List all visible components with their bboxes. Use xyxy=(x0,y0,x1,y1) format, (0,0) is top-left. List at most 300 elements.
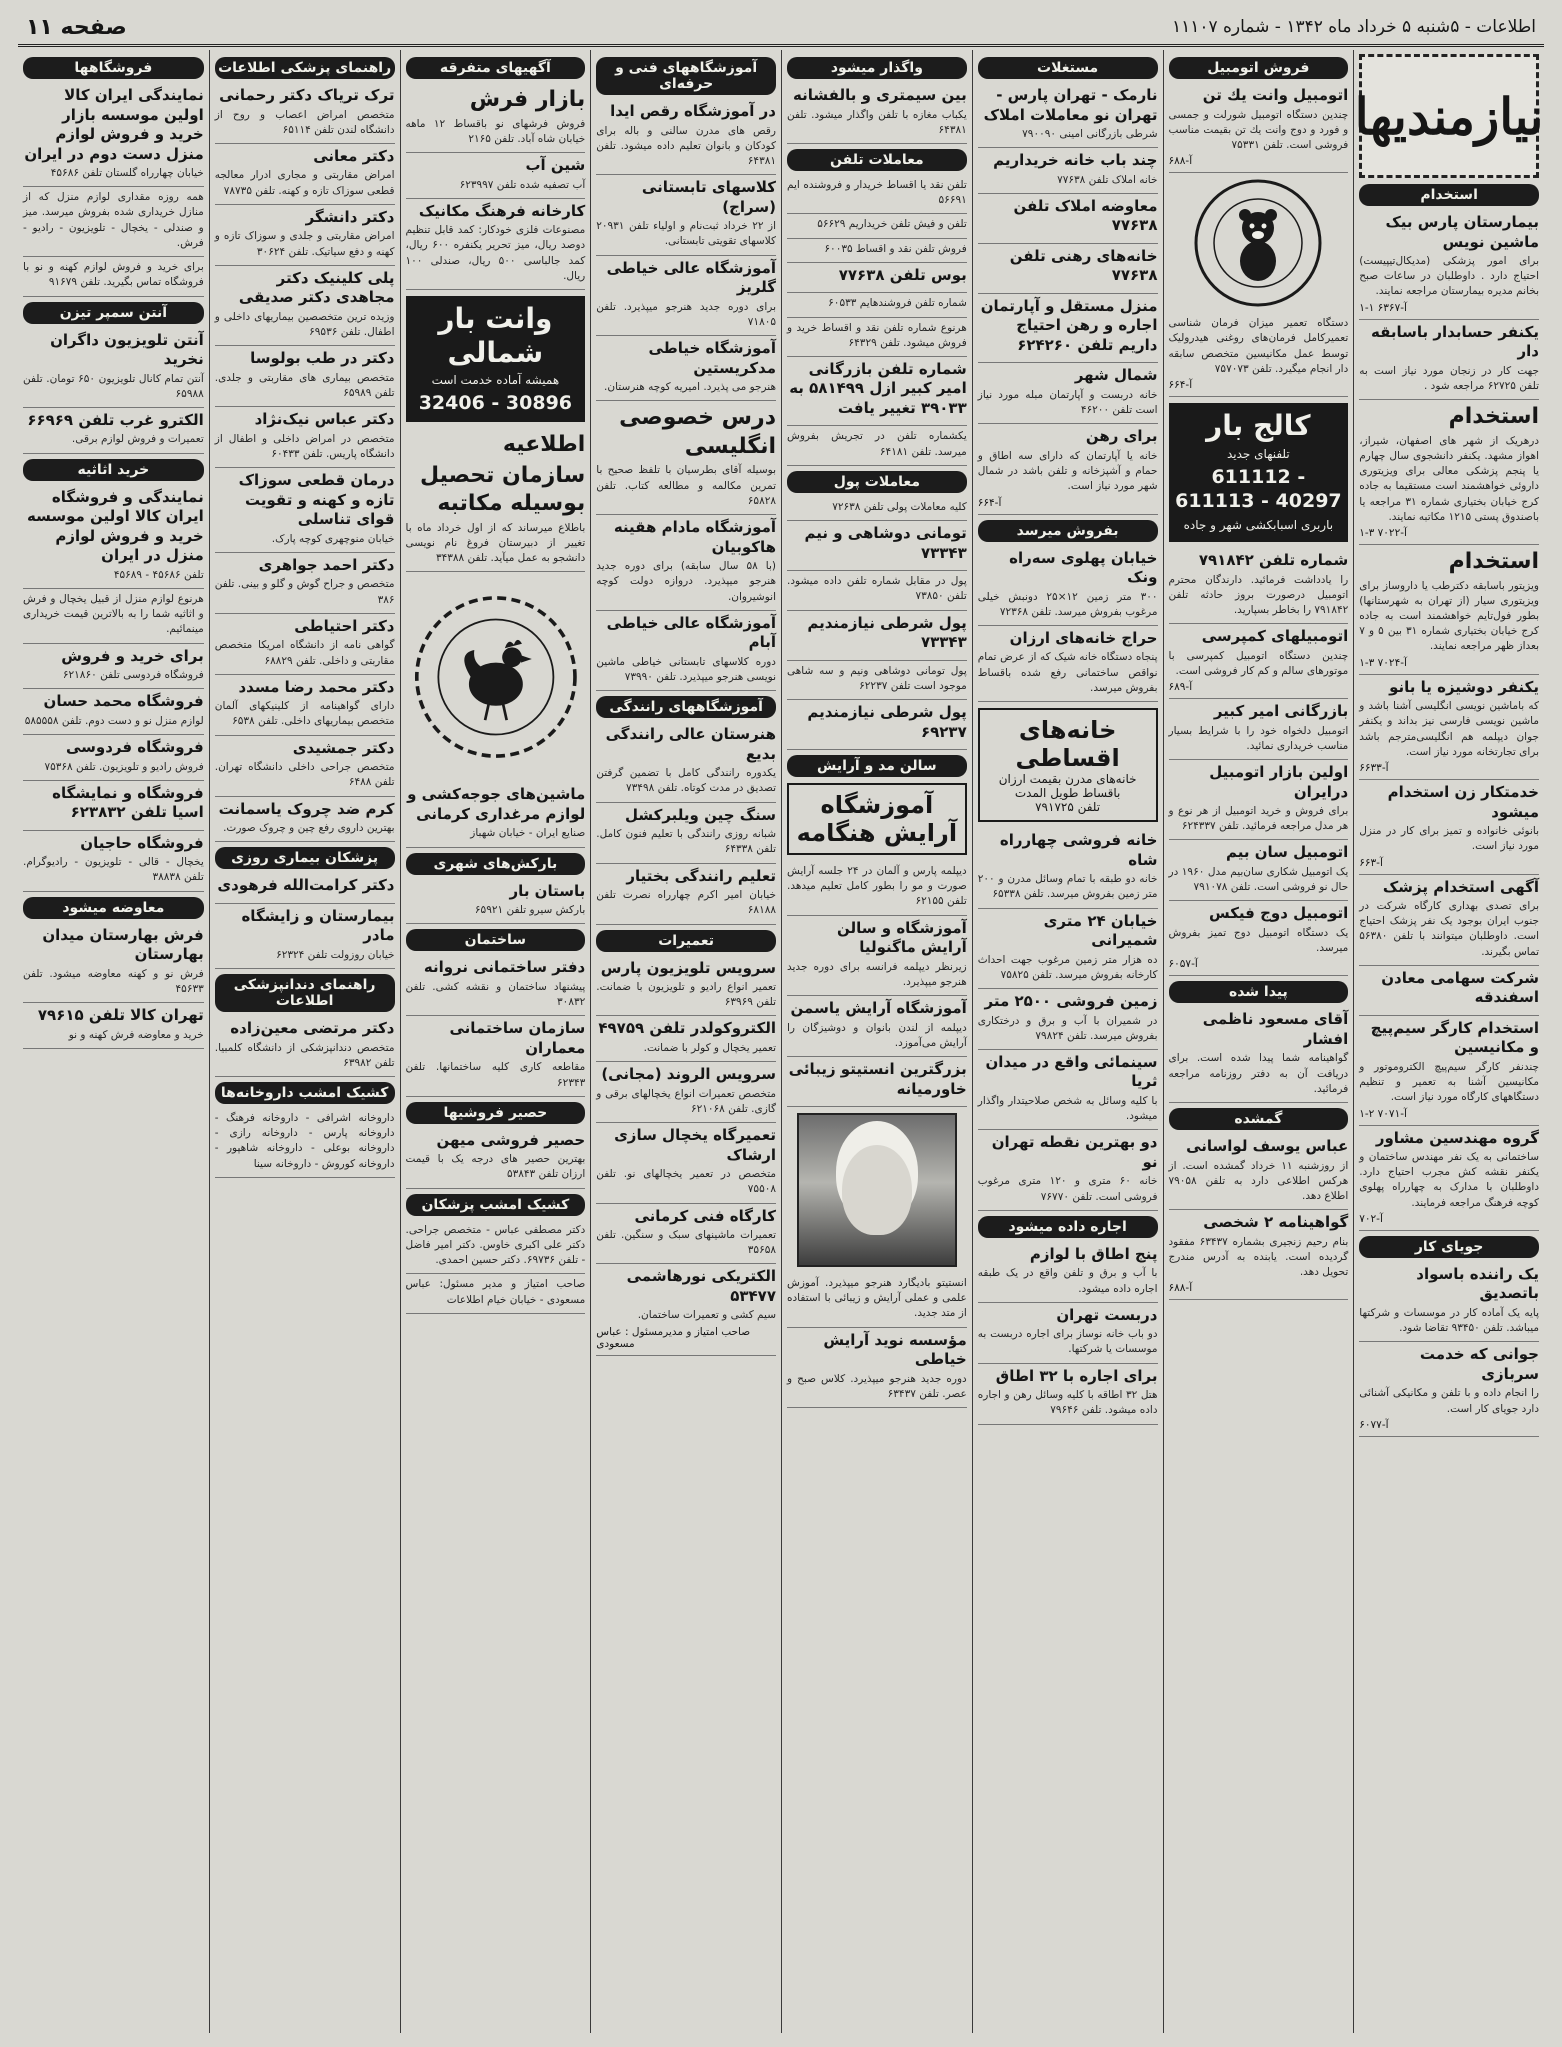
ad-body: خیابان امیر اکرم چهارراه نصرت تلفن ۶۸۱۸۸ xyxy=(596,889,776,917)
ad xyxy=(23,735,204,781)
ad-title: استخدام کارگر سیم‌پیچ و مکانیسین xyxy=(1370,1018,1539,1057)
ad xyxy=(787,861,967,916)
ad-body: با کلیه وسائل به شخص صلاحیتدار واگذار میشود. xyxy=(977,1094,1158,1123)
category-header: ساختمان xyxy=(406,929,586,951)
ad-title: آموزشگاه عالی خیاطی گلریز xyxy=(606,258,776,297)
ad-body: پول در مقابل شماره تلفن داده میشود. تلفن ۷۳۸۵۰ xyxy=(787,575,967,603)
ad-title: زمین فروشی ۲۵۰۰ متر xyxy=(984,992,1158,1010)
ad xyxy=(1359,966,1539,1016)
ad xyxy=(215,614,395,675)
ad-body: خرید و معاوضه فرش کهنه و نو xyxy=(68,1028,204,1041)
ad xyxy=(596,256,776,336)
ad-ref: آ-۶۸۹ xyxy=(1168,681,1193,694)
column-car-sales xyxy=(1163,50,1354,2033)
ad xyxy=(787,1328,967,1408)
ad xyxy=(978,148,1158,194)
ad xyxy=(978,909,1158,989)
ad xyxy=(596,803,776,864)
ad-title: پول شرطی نیازمندیم ۷۳۳۴۳ xyxy=(807,613,967,652)
ad-title: آموزشگاه عالی خیاطی آبام xyxy=(606,613,776,652)
ad xyxy=(1359,780,1539,874)
ad xyxy=(23,644,204,690)
ad-title: درمان قطعی سوزاک تازه و کهنه و تقویت قوای تناسلی xyxy=(238,471,395,529)
ad-footer: صاحب امتیاز و مدیرمسئول : عباس مسعودی xyxy=(596,1325,751,1350)
ad xyxy=(787,239,967,263)
ad xyxy=(596,956,776,1017)
ad xyxy=(787,83,967,144)
display-ad-footer: باربری اسبابکشی شهر و جاده xyxy=(1183,518,1334,532)
display-ad-title: وانت بار شمالی xyxy=(438,302,553,369)
category-header: حصیر فروشیها xyxy=(406,1102,586,1124)
ad xyxy=(1359,875,1539,966)
ad-body: همه روزه مقداری لوازم منزل که از منازل خریداری شده بفروش میرسد. میز و صندلی - یخچال - تلویزیون - رادیو - فرش. xyxy=(23,191,204,249)
ad-body: شبانه روزی رانندگی با تعلیم فنون کامل. تلفن ۶۴۳۳۸ xyxy=(596,828,776,856)
ad xyxy=(596,1204,776,1265)
ad-body: فروش تلفن نقد و اقساط ۶۰۰۳۵ xyxy=(824,242,967,255)
ad-body: امراض مقاربتی و جلدی و سوزاک تازه و کهنه و دفع سیاتیک. تلفن ۳۰۶۲۴ xyxy=(214,230,395,258)
ad xyxy=(978,1130,1158,1210)
category-header: بارکش‌های شهری xyxy=(406,853,586,875)
ad xyxy=(978,244,1158,294)
ad xyxy=(23,187,204,257)
category-header: آموزشگاههای رانندگی xyxy=(596,696,776,718)
ad-title: خانه‌های رهنی تلفن ۷۷۶۳۸ xyxy=(1009,246,1158,285)
ad-title: اطلاعیه xyxy=(502,432,586,457)
ad xyxy=(787,571,967,610)
incubator-crest xyxy=(406,572,586,782)
ad xyxy=(787,318,967,357)
ad-title: باستان بار xyxy=(509,881,586,900)
ad-title: دو بهترین نقطه تهران نو xyxy=(991,1133,1158,1171)
ad xyxy=(215,468,395,553)
ad-title: آگهی استخدام پزشک xyxy=(1382,877,1539,896)
ad xyxy=(787,1273,967,1328)
ad-title: شمال شهر xyxy=(1074,366,1158,385)
ad-title: فروشگاه محمد حسان xyxy=(43,692,204,711)
ad xyxy=(215,675,395,736)
ad-title: خدمتکار زن استخدام میشود xyxy=(1387,783,1539,821)
ad xyxy=(596,722,776,802)
category-header: آگهیهای متفرقه xyxy=(406,57,586,79)
ad xyxy=(978,989,1158,1050)
ad xyxy=(406,1016,586,1096)
ad-ref: آ-۷۰۲ xyxy=(1359,1212,1383,1225)
ad-body: دیپلمه از لندن بانوان و دوشیزگان را آرایش می‌آموزد. xyxy=(787,1021,967,1049)
ad-body: رقص های مدرن سالنی و باله برای کودکان و بانوان تعلیم داده میشود. تلفن ۶۴۳۸۱ xyxy=(596,124,776,167)
ad xyxy=(596,1264,776,1355)
ad-body: تلفن نقد یا اقساط خریدار و فروشنده ایم ۵۶۶۹۱ xyxy=(787,178,967,207)
category-header: کشیک امشب پزشکان xyxy=(406,1194,586,1216)
ad-body: تلفن و فیش تلفن خریداریم ۵۶۶۲۹ xyxy=(817,218,967,231)
ad-title: دکتر احتیاطی xyxy=(294,616,395,635)
ad-body: انستیتو بادیگارد هنرجو میپذیرد. آموزش علمی و عملی آرایش و زیبائی با استفاده از متد جدید. xyxy=(787,1277,967,1320)
ad-body: خیابان چهارراه گلستان تلفن ۴۵۶۸۶ xyxy=(50,167,204,179)
ad-body: برای امور پزشکی (مدیکال‌تیپیست) احتیاج دارد . داوطلبان در ساعات صبح بخانم مدیره بیمارستان مراجعه نمایند. xyxy=(1359,255,1539,298)
category-header: آنتن سمپر تیزن xyxy=(23,302,204,324)
ad xyxy=(23,689,204,735)
ad xyxy=(978,294,1158,364)
ad-body: چندین دستگاه اتومبیل کمپرسی با موتور‌های سالم و کم کار فروشی است. xyxy=(1168,649,1349,677)
ad-body: صنایع ایران - خیابان شهباز xyxy=(470,827,586,840)
ad-body: مصنوعات فلزی خودکار: کمد قابل تنظیم دوصد ریال، میز تحریر یکنفره ۶۰۰ ریال، کمد جالباسی ۵۰۰ ریال، صندلی ۱۰۰ ریال. xyxy=(405,224,586,282)
ad xyxy=(596,336,776,401)
ad-title: یکنفر دوشیزه یا بانو xyxy=(1389,677,1539,696)
ad-ref: ۱-۱ آ-۶۳۶۷ xyxy=(1359,301,1407,314)
ad-body: تعمیرات و فروش لوازم برقی. xyxy=(71,433,204,446)
ad-body: در شمیران با آب و برق و درختکاری بفروش میرسد. تلفن ۷۹۸۲۴ xyxy=(977,1014,1158,1042)
ad xyxy=(787,175,967,214)
ad-title: فروشگاه و نمایشگاه اسیا تلفن ۶۲۳۸۳۲ xyxy=(52,783,204,822)
ad-title: شرکت سهامی معادن اسفندقه xyxy=(1381,968,1539,1007)
portrait-face xyxy=(842,1145,912,1235)
ad-title: نمایندگی ایران کالا اولین موسسه بازار خرید و فروش لوازم منزل دست دوم در ایران xyxy=(24,86,204,163)
ad-title: در آموزشگاه رقص ایدا xyxy=(610,102,776,120)
ad-title: سرویس الروند (مجانی) xyxy=(601,1065,776,1084)
ad-body: چندین دستگاه اتومبیل شورلت و جمسی و فورد و دوج وانت یك تن بقیمت مناسب فروشی است. تلفن ۷۵۳۳۱ xyxy=(1168,108,1349,151)
category-header: راهنمای پزشکی اطلاعات xyxy=(215,57,395,79)
ad xyxy=(787,996,967,1057)
ad xyxy=(596,515,776,611)
ad xyxy=(215,1108,395,1178)
ad-body: ۳۰۰ متر زمین ۱۲×۲۵ دونبش خیلی مرغوب بفروش میرسد. تلفن ۷۲۳۶۸ xyxy=(977,590,1158,618)
ad-body: جهت کار در زنجان مورد نیاز است به تلفن ۶۲۷۲۵ مراجعه شود . xyxy=(1359,364,1539,392)
ad xyxy=(978,828,1158,908)
ad xyxy=(23,485,204,589)
ad-title: اتومبیل وانت یك تن xyxy=(1202,86,1349,104)
ad xyxy=(23,328,204,408)
ad-body: دو باب خانه نوساز برای اجاره دربست به موسسات یا شرکتها. xyxy=(977,1328,1158,1356)
display-ad-installment-houses xyxy=(978,708,1158,822)
ad xyxy=(596,864,776,925)
ad xyxy=(23,923,204,1003)
category-header: معاملات پول xyxy=(787,471,967,493)
column-medical xyxy=(209,50,400,2033)
ad-title: دکتر مرتضی معین‌زاده xyxy=(230,1019,395,1038)
ad xyxy=(978,363,1158,424)
ad-body: بهترین حصیر های درجه یک با قیمت ارزان تلفن ۵۳۸۴۳ xyxy=(405,1153,586,1181)
ad-title: دکتر جمشیدی xyxy=(292,738,395,757)
ad-body: پول تومانی دوشاهی ونیم و سه شاهی موجود است تلفن ۶۲۲۳۷ xyxy=(787,664,967,692)
ad-body: متخصص امراض اعصاب و روح از دانشگاه لندن تلفن ۶۵۱۱۴ xyxy=(214,108,395,136)
category-header: پیدا شده xyxy=(1169,981,1349,1003)
ad-body: را یادداشت فرمائید. دارندگان محترم اتومبیل درصورت بروز حادثه تلفن ۷۹۱۸۴۲ را بخاطر بسپارید. xyxy=(1168,573,1349,616)
ad-title: فروشگاه فردوسی xyxy=(65,738,204,756)
ad-title: کارگاه فنی کرمانی xyxy=(634,1206,776,1225)
ad-body: ساختمانی به یک نفر مهندس ساختمان و یکنفر نقشه کش مجرب احتیاج دارد. داوطلبان با مدارک به چهارراه پهلوی کوچه فرهنگ مراجعه فرمایند. xyxy=(1359,1151,1539,1209)
ad xyxy=(406,428,586,572)
category-header: راهنمای دندانپزشکی اطلاعات xyxy=(215,974,395,1012)
ad xyxy=(406,83,586,153)
ad-body: دیپلمه پارس و آلمان در ۲۴ جلسه آرایش صورت و مو را بطور کامل تعلیم میدهد. تلفن ۶۲۱۵۵ xyxy=(787,865,967,908)
ad xyxy=(215,797,395,843)
ad-body: دکتر مصطفی عباس - متخصص جراحی. دکتر علی اکبری خاوس. دکتر امیر فاضل - تلفن ۶۹۷۳۶. دکتر حسین احمدی. xyxy=(405,1223,586,1267)
ad xyxy=(596,401,776,515)
ad-title: دکتر محمد رضا مسدد xyxy=(238,677,395,696)
ad xyxy=(23,781,204,831)
ad-title: اتومبیل سان بیم xyxy=(1226,843,1349,862)
category-header: آموزشگاههای فنی و حرفه‌ای xyxy=(596,57,776,95)
ad xyxy=(1169,1210,1349,1300)
ad-body: هتل ۳۲ اطاقه با کلیه وسائل رهن و اجاره داده میشود. تلفن ۷۹۶۴۶ xyxy=(977,1389,1158,1417)
display-ad-vanet-bar xyxy=(406,296,586,422)
ad-body: تعمیرات ماشینهای سبک و سنگین. تلفن ۳۵۶۵۸ xyxy=(596,1229,776,1257)
column-real-estate xyxy=(972,50,1163,2033)
ad xyxy=(596,99,776,175)
ad xyxy=(215,407,395,468)
ad xyxy=(1169,313,1349,397)
ad-body: درهریک از شهر های اصفهان، شیراز، اهواز مشهد. یکنفر دانشجوی سال چهارم یا پنجم پزشکی معالی برای ویزیتوری دارو‌ئی خواهشمند است مستقیما به جاده کرج خیابان بختیاری شماره ۳۱ مراجعه یا باصندوق پستی ۱۲۱۵ مکاتبه نمایند. xyxy=(1359,434,1539,523)
ad-body: لوازم منزل نو و دست دوم. تلفن ۵۸۵۵۵۸ xyxy=(24,714,204,727)
ad-body: دستگاه تعمیر میزان فرمان شناسی تعمیرکامل فرمان‌های روغنی هیدرولیک توسط عمل مکانیسین متخصص سابقه دار انجام میگیرد. تلفن ۷۵۷۰۷۳ xyxy=(1168,317,1349,375)
ad-title: دکتر کرامت‌الله فرهودی xyxy=(217,876,395,895)
ad-title: سنگ چین ویلبرکشل xyxy=(624,805,776,824)
ad xyxy=(215,736,395,797)
ad-ref: آ-۶۶۴ xyxy=(1168,379,1193,392)
ad-body: از روزشنبه ۱۱ خرداد گمشده است. از هرکس اطلاعی دارد به تلفن ۷۹۰۵۸ اطلاع دهد. xyxy=(1168,1159,1349,1202)
ad-body: سیم کشی و تعمیرات ساختمان. xyxy=(637,1309,776,1322)
ad-body: متخصص در امراض داخلی و اطفال از دانشگاه پاریس. تلفن ۶۰۴۳۳ xyxy=(214,432,395,460)
ad xyxy=(1169,1134,1349,1210)
ad xyxy=(215,1016,395,1077)
column-schools-repairs xyxy=(590,50,781,2033)
ad xyxy=(215,346,395,407)
ad xyxy=(1169,624,1349,699)
ad xyxy=(1359,675,1539,780)
ad-body: آنتن تمام کانال تلویزیون ۶۵۰ تومان. تلفن ۶۵۹۸۸ xyxy=(23,372,204,400)
ad xyxy=(215,205,395,266)
ad-title: آموزشگاه آرایش یاسمن xyxy=(790,999,967,1018)
ad xyxy=(1169,548,1349,624)
display-ad-title: کالج بار xyxy=(1206,409,1311,443)
ad-body: متخصص و جراح گوش و گلو و بینی. تلفن ۳۸۶ xyxy=(214,578,395,606)
ad-title: دربست تهران xyxy=(1056,1305,1158,1324)
ad-body: بوسیله آقای بطرسیان با تلفظ صحیح با تمرین مکالمه و مطالعه کتاب. تلفن ۶۵۸۲۸ xyxy=(596,464,776,507)
ad-body: برای دوره جدید هنرجو میپذیرد. تلفن ۷۱۸۰۵ xyxy=(596,300,776,328)
ad-ref: آ-۶۰۵۷ xyxy=(1168,958,1198,971)
portrait-photo xyxy=(797,1113,957,1267)
ad-body: زیرنظر دیپلمه فرانسه برای دوره جدید هنرجو میپذیرد. xyxy=(787,960,967,988)
category-header: جویای کار xyxy=(1359,1236,1539,1258)
ad xyxy=(406,782,586,847)
category-header: استخدام xyxy=(1359,184,1539,206)
bear-logo xyxy=(1169,173,1349,313)
ad xyxy=(215,553,395,614)
ad xyxy=(787,263,967,294)
ad xyxy=(1359,545,1539,675)
column-phone-money-salons xyxy=(781,50,972,2033)
ad xyxy=(596,175,776,255)
ad xyxy=(1359,1016,1539,1126)
ad-body: بهترین داروی رفع چین و چروک صورت. xyxy=(223,822,395,835)
ad xyxy=(978,546,1158,626)
ad-body: تلفن ۴۵۶۸۶ - ۴۵۶۸۹ xyxy=(113,568,204,581)
ad-title: سرویس تلویزیون پارس xyxy=(600,958,776,977)
ad xyxy=(596,1016,776,1062)
ad-title: خیابان ۲۴ متری شمیرانی xyxy=(1043,911,1158,950)
ad-body: خیابان روزولت تلفن ۶۲۳۲۴ xyxy=(276,948,395,961)
ad-body: یک اتومبیل شکاری سان‌بیم مدل ۱۹۶۰ در حال نو فروشی است. تلفن ۷۹۱۰۷۸ xyxy=(1168,865,1349,894)
ad-body: خانه املاک تلفن ۷۷۶۳۸ xyxy=(1057,173,1158,186)
ad-title: دکتر دانشگر xyxy=(305,207,395,226)
display-ad-hengameh xyxy=(787,783,967,855)
ad xyxy=(978,1303,1158,1364)
ad xyxy=(406,879,586,925)
ad xyxy=(978,194,1158,244)
ad-body: هرنوع لوازم منزل از قبیل یخچال و فرش و اثاثیه شما را به بالاترین قیمت خریداری مینمائیم. xyxy=(23,592,204,636)
ad-body: تعمیر انواع رادیو و تلویزیون با ضمانت. تلفن ۶۳۹۶۹ xyxy=(596,981,776,1009)
ad-title: ماشین‌های جوجه‌کشی و لوازم مرغداری کرمانی xyxy=(407,785,586,823)
ad xyxy=(787,293,967,317)
category-header: گمشده xyxy=(1169,1108,1349,1130)
ad-title: گروه مهندسین مشاور xyxy=(1375,1128,1539,1147)
ad-ref: آ-۶۸۸ xyxy=(1168,155,1193,168)
ad-body: چندنفر کارگر سیم‌پیچ الکتروموتور و مکانیسین آشنا به تعمیر و تنظیم دستگاههای کارگاه مورد نیاز است. xyxy=(1359,1060,1539,1104)
ad-title: نمایندگی و فروشگاه ایران کالا اولین موسسه خرید و فروش لوازم منزل در ایران xyxy=(26,487,204,565)
ad-ref: ۱-۲ آ-۷۰۷۱ xyxy=(1359,1107,1407,1120)
ad-body: داروخانه اشرافی - داروخانه فرهنگ - داروخانه پارس - داروخانه رازی - داروخانه بوعلی - داروخانه شاهپور - داروخانه کوروش - داروخانه سینا xyxy=(214,1111,395,1170)
ad-body: (با ۵۸ سال سابقه) برای دوره جدید هنرجو میپذیرد. دروازه دولت کوچه انوشیروان. xyxy=(596,560,776,603)
ad-body: وزیده ترین متخصصین بیماریهای داخلی و اطفال. تلفن ۶۹۵۳۶ xyxy=(214,310,395,339)
ad-body: بنام رحیم زنجیری بشماره ۶۳۴۳۷ مفقود گردیده است. یابنده به آدرس مندرج تحویل دهد. xyxy=(1168,1235,1349,1279)
classified-columns xyxy=(18,50,1544,2033)
ad-body: شرطی بازرگانی امینی ۷۹۰۰۹۰ xyxy=(1022,128,1158,140)
category-header: فروش اتومبیل xyxy=(1169,57,1349,79)
ad-title: فرش بهارستان میدان بهارستان xyxy=(42,925,204,964)
ad-title: تومانی دوشاهی و نیم ۷۳۳۴۳ xyxy=(804,524,967,562)
ad xyxy=(215,144,395,205)
category-header: مستغلات xyxy=(978,57,1158,79)
ad-title: استخدام xyxy=(1448,549,1539,574)
ad-title: چند باب خانه خریداریم xyxy=(993,151,1158,170)
category-header: بفروش میرسد xyxy=(978,520,1158,542)
ad-body: اتومبیل دلخواه خود را با شرایط بسیار مناسب خریداری نمائید. xyxy=(1168,724,1349,752)
ad xyxy=(215,873,395,904)
ad-title: شماره تلفن بازرگانی امیر کبیر ازل ۵۸۱۴۹۹ به ۳۹۰۳۳ تغییر یافت xyxy=(789,359,967,417)
ad xyxy=(406,199,586,290)
ad-title: درس خصوصی انگلیسی xyxy=(619,405,776,459)
ad-body: از ۲۲ خرداد ثبت‌نام و اولیاء تلفن ۲۰۹۳۱ کلاسهای تقویتی تابستانی. xyxy=(596,220,776,248)
ad xyxy=(1359,210,1539,320)
ad-title: نارمک - تهران پارس - تهران نو معاملات املاک xyxy=(983,86,1158,124)
ad-title: آموزشگاه مادام هقینه هاکوبیان xyxy=(613,518,776,556)
ad-title: برای رهن xyxy=(1085,427,1158,446)
ad-title: بزرگترین انستیتو زیبائی خاورمیانه xyxy=(788,1060,967,1098)
ad-title: ترک تریاک دکتر رحمانی xyxy=(219,86,395,104)
ad-body: برای خرید و فروش لوازم کهنه و نو با فروشگاه تماس بگیرید. تلفن ۹۱۶۷۹ xyxy=(23,261,204,289)
ad-body: صاحب امتیاز و مدیر مسئول: عباس مسعودی - خیابان خیام اطلاعات xyxy=(405,1278,586,1306)
ad xyxy=(406,1220,586,1275)
ad xyxy=(406,1274,586,1313)
ad xyxy=(23,589,204,644)
ad-title: پول شرطی نیازمندیم ۶۹۲۳۷ xyxy=(807,703,967,741)
ad-ref: آ-۶۶۳۳ xyxy=(1359,762,1389,775)
column-stores xyxy=(18,50,209,2033)
ad xyxy=(787,661,967,700)
ad-title: آقای مسعود ناظمی افشار xyxy=(1202,1010,1349,1048)
ad xyxy=(787,611,967,661)
ad-body: خانه ۶۰ متری و ۱۲۰ متری مرغوب فروشی است. تلفن ۷۶۷۷۰ xyxy=(977,1175,1158,1203)
ad-body: متخصص جراحی داخلی دانشگاه تهران. تلفن ۶۴۸۸ xyxy=(214,761,395,789)
ad xyxy=(787,426,967,465)
ad xyxy=(978,1050,1158,1130)
ad-title: دکتر معانی xyxy=(313,146,395,165)
ad-body: متخصص دندانپزشکی از دانشگاه کلمبیا. تلفن ۶۳۹۸۲ xyxy=(214,1041,395,1069)
ad-title: اتومبیل دوج فیکس xyxy=(1209,904,1349,923)
ad-title: بیمارستان و زایشگاه مادر xyxy=(241,906,395,945)
ad xyxy=(406,153,586,199)
ad xyxy=(596,1062,776,1123)
ad-body: برای تصدی بهداری کارگاه شرکت در جنوب ایران بوجود یک نفر پزشک احتیاج است. داوطلبان میتوانند با تلفن ۵۶۳۸۰ تماس بگیرند. xyxy=(1359,900,1539,958)
ad xyxy=(1169,901,1349,976)
ad-body: را انجام داده و با تلفن و مکانیکی آشنائی دارد جویای کار است. xyxy=(1359,1387,1539,1415)
ad-body: شماره تلفن فروشندهایم ۶۰۵۳۳ xyxy=(828,297,967,310)
display-ad-phones: 611112 - 611113 - 40297 xyxy=(1175,465,1342,513)
ad xyxy=(215,266,395,346)
ad xyxy=(978,1242,1158,1303)
ad-title: سینمائی واقع در میدان ثریا xyxy=(985,1052,1158,1091)
ad xyxy=(1169,1007,1349,1103)
ad-title: جوانی که خدمت سربازی xyxy=(1419,1345,1539,1383)
ad-body: یکدوره رانندگی کامل با تضمین گرفتن تصدیق در مدت کوتاه. تلفن ۷۳۴۹۸ xyxy=(596,767,776,795)
display-ad-phone: تلفن ۷۹۱۷۲۵ xyxy=(1035,800,1101,815)
ad xyxy=(1169,83,1349,173)
ad-body: کلیه معاملات پولی تلفن ۷۲۶۳۸ xyxy=(832,500,967,513)
ad-body: یخچال - قالی - تلویزیون - رادیوگرام. تلفن ۳۸۸۳۸ xyxy=(23,856,204,884)
ad-title: حراج خانه‌های ارزان xyxy=(1009,628,1158,647)
ad-title: اتومبیلهای کمپرسی xyxy=(1201,627,1349,646)
ad xyxy=(787,1057,967,1107)
ad-body: دارای گواهینامه از کلینیکهای آلمان متخصص بیماریهای داخلی. تلفن ۶۵۳۸ xyxy=(214,700,395,728)
ad-title: دفتر ساختمانی نروانه xyxy=(423,958,586,977)
display-ad-college-bar xyxy=(1169,403,1349,542)
ad-title: منزل مستقل و آپارتمان اجاره و رهن احتیاج داریم تلفن ۶۲۴۲۶۰ xyxy=(980,296,1158,354)
column-employment xyxy=(1353,50,1544,2033)
ad xyxy=(1359,1342,1539,1436)
display-ad-subtitle: تلفنهای جدید xyxy=(1226,446,1290,461)
ad-body: یکشماره تلفن در تجریش بفروش میرسد. تلفن ۶۴۱۸۱ xyxy=(787,430,967,458)
ad xyxy=(1359,1126,1539,1231)
ad-title: برای اجاره با ۳۲ اطاق xyxy=(995,1366,1158,1385)
ad-ref: آ-۶۶۴ xyxy=(977,496,1002,509)
ad xyxy=(787,357,967,427)
ad-body: یک دستگاه اتومبیل دوج تمیز بفروش میرسد. xyxy=(1168,926,1349,955)
ad-title: یک راننده باسواد با‌تصدیق xyxy=(1416,1264,1539,1303)
ad-title: دکتر در طب بولوسا xyxy=(250,349,395,368)
ad xyxy=(23,257,204,296)
ad-title: پلی کلینیک دکتر مجاهدی دکتر صدیقی xyxy=(238,268,395,307)
ad xyxy=(406,1128,586,1189)
ad-ref: آ-۶۶۳ xyxy=(1359,856,1383,869)
ad-body: فروشگاه فردوسی تلفن ۶۲۱۸۶۰ xyxy=(62,669,204,682)
ad-body: فرش نو و کهنه معاوضه میشود. تلفن ۴۵۶۳۳ xyxy=(23,967,204,995)
ad-body: باطلاع میرساند که از اول خرداد ماه با تغییر از دبیرستان فروغ نام نویسی دانشجو به عمل میآید. تلفن ۳۴۳۸۸ xyxy=(405,521,586,565)
category-header: اجاره داده میشود xyxy=(978,1216,1158,1238)
ad-body: فروش فرشهای نو باقساط ۱۲ ماهه خیابان شاه آباد. تلفن ۲۱۶۵ xyxy=(405,117,586,145)
ad-body: تعمیر یخچال و کولر با ضمانت. xyxy=(643,1041,776,1054)
ad xyxy=(1169,699,1349,760)
ad-title: مؤسسه نوید آرایش خیاطی xyxy=(823,1330,967,1369)
ad xyxy=(787,521,967,571)
page-header xyxy=(18,10,1544,47)
ad xyxy=(596,611,776,691)
display-ad-title: آموزشگاه آرایش هنگامه xyxy=(796,791,958,847)
ad-subtitle: سازمان تحصیل بوسیله مکاتبه xyxy=(419,462,586,517)
ad xyxy=(596,1123,776,1203)
ad xyxy=(1169,840,1349,901)
ad-title: آموزشگاه و سالن آرایش ماگنولیا xyxy=(837,918,967,957)
ad xyxy=(978,1364,1158,1425)
ad-title: الکترو غرب تلفن ۶۶۹۶۹ xyxy=(27,410,204,429)
